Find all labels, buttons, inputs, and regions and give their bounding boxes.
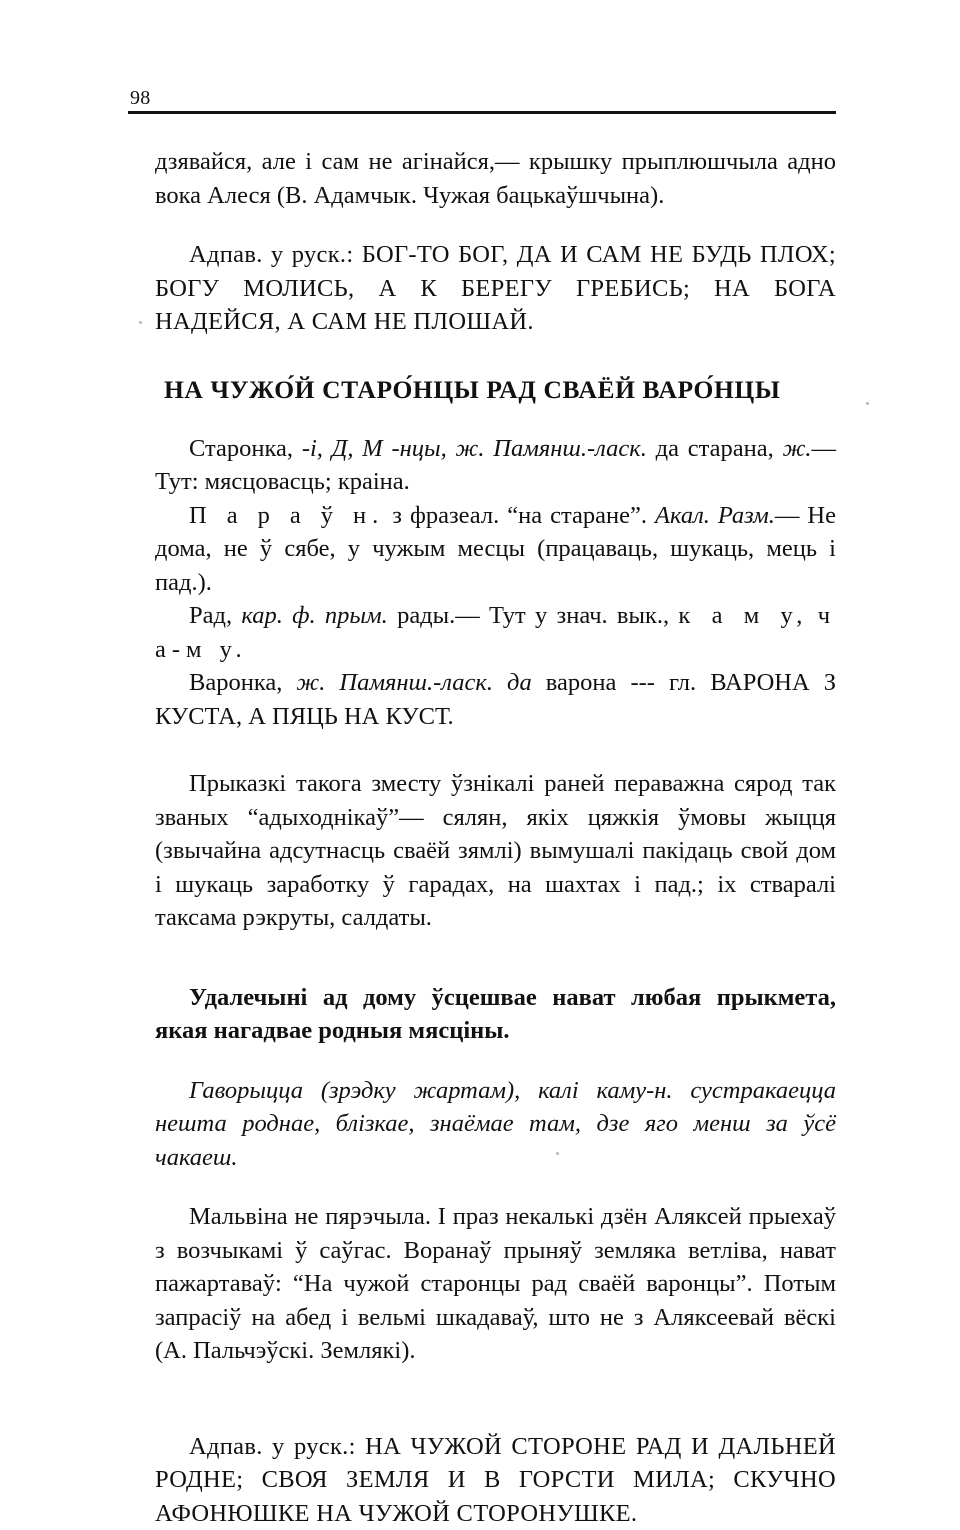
russian-equivalents-label-2: Адпав. у руск.: — [189, 1433, 356, 1460]
paragraph-russian-equivalents-2 — [155, 1430, 836, 1530]
spacer — [155, 1368, 836, 1430]
paraun-text-before: з фразеал. “на старане”. — [392, 502, 647, 529]
paragraph-illustration: Мальвіна не пярэчыла. І праз некалькі дзён Аляксей прыехаў з возчыкамі ў саўгас. Воранаў прыняў земляка ветліва, нават пажартаваў: “На чужой старонцы рад сваёй варонцы”. Потым запрасіў на абед і вельмі шкадаваў, што не з Аляксеевай вёскі (А. Пальчэўскі. Землякі). — [155, 1200, 836, 1368]
entry-paraun — [155, 499, 836, 600]
russian-equivalents-label-1: Адпав. у руск.: — [189, 241, 353, 268]
spacer — [155, 1048, 836, 1074]
paragraph-quote-continuation: дзявайся, але і сам не агінайся,— крышку прыплюшчыла адно вока Алеся (В. Адамчык. Чужая бацькаўшчына). — [155, 145, 836, 212]
paragraph-definition: Удалечыні ад дому ўсцешвае нават любая прыкмета, якая нагадвае родныя мясціны. — [155, 981, 836, 1048]
spacer — [155, 339, 836, 373]
varonka-dash: --- — [630, 669, 654, 696]
rad-grammar: кар. ф. прым. — [241, 602, 387, 629]
page-header — [128, 86, 836, 114]
scan-speck — [556, 1152, 559, 1155]
paraun-dash: — — [775, 502, 800, 529]
paraun-marker: П а р а ў н. — [189, 502, 384, 529]
spacer — [155, 406, 836, 432]
varonka-mid: варона — [546, 669, 617, 696]
spacer — [155, 212, 836, 238]
rad-forms: рады.— — [397, 602, 480, 629]
russian-equivalents-text-1: БОГ-ТО БОГ, ДА И САМ НЕ БУДЬ ПЛОХ; БОГУ МОЛИСЬ, А К БЕРЕГУ ГРЕБИСЬ; НА БОГА НАДЕЙСЯ, А САМ НЕ ПЛОШАЙ. — [155, 241, 836, 335]
staronka-grammar: -і, Д, М -нцы, ж. — [302, 435, 485, 462]
staronka-dash: — — [812, 435, 837, 462]
spacer — [155, 1174, 836, 1200]
page-number: 98 — [128, 86, 836, 110]
rad-text: Тут у знач. вык., — [489, 602, 669, 629]
paraun-labels: Акал. Разм. — [655, 502, 775, 529]
paragraph-usage-note: Гаворыцца (зрэдку жартам), калі каму-н. сустракаецца нешта роднае, блізкае, знаёмае там, дзе яго менш за ўсё чакаеш. — [155, 1074, 836, 1175]
text-column — [155, 145, 836, 1530]
staronka-lemma: Старонка, — [189, 435, 293, 462]
scan-speck — [139, 321, 142, 324]
varonka-reference: ВАРОНА З КУСТА, А ПЯЦЬ НА КУСТ. — [155, 669, 836, 730]
spacer — [155, 935, 836, 981]
russian-equivalents-text-2: НА ЧУЖОЙ СТОРОНЕ РАД И ДАЛЬНЕЙ РОДНЕ; СВОЯ ЗЕМЛЯ И В ГОРСТИ МИЛА; СКУЧНО АФОНЮШКЕ НА ЧУЖОЙ СТОРОНУШКЕ. — [155, 1433, 836, 1527]
rad-spaced-chamu: ч а-м у. — [155, 602, 836, 663]
staronka-gender: ж. — [783, 435, 812, 462]
staronka-gloss: Тут: мясцовасць; краіна. — [155, 468, 410, 495]
varonka-lemma: Варонка, — [189, 669, 282, 696]
spacer — [155, 733, 836, 767]
rad-lemma: Рад, — [189, 602, 232, 629]
varonka-gender: ж. — [296, 669, 325, 696]
rad-spaced-kamu: к а м у, — [678, 602, 808, 629]
staronka-mid: да старана, — [656, 435, 774, 462]
entry-headword: НА ЧУЖО́Й СТАРО́НЦЫ РАД СВАЁЙ ВАРО́НЦЫ — [155, 373, 836, 406]
staronka-note: Памянш.-ласк. — [493, 435, 647, 462]
paragraph-russian-equivalents-1 — [155, 238, 836, 339]
varonka-note: Памянш.-ласк. да — [339, 669, 531, 696]
entry-staronka — [155, 432, 836, 499]
header-rule — [128, 111, 836, 114]
scan-speck — [866, 402, 869, 405]
entry-varonka — [155, 666, 836, 733]
paragraph-commentary: Прыказкі такога зместу ўзнікалі раней пераважна сярод так званых “адыходнікаў”— сялян, якіх цяжкія ўмовы жыцця (звычайна адсутнасць сваёй зямлі) вымушалі пакідаць свой дом і шукаць заработку ў гарадах, на шахтах і пад.; іх стваралі таксама рэкруты, салдаты. — [155, 767, 836, 935]
paraun-text-after: Не дома, не ў сябе, у чужым месцы (працаваць, шукаць, мець і пад.). — [155, 502, 836, 596]
varonka-ref-label: гл. — [669, 669, 696, 696]
entry-rad — [155, 599, 836, 666]
